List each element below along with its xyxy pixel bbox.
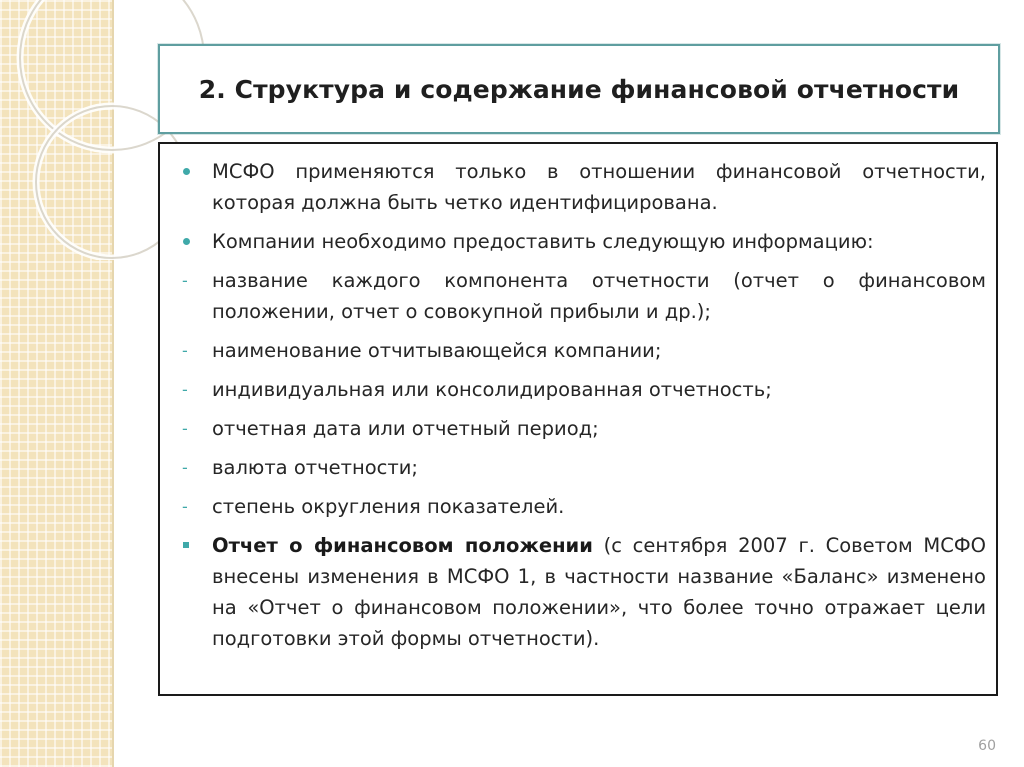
list-item-text: МСФО применяются только в отношении финансовой отчетности, которая должна быть четко идентифицирована. <box>212 160 986 214</box>
list-item <box>160 452 986 483</box>
list-item <box>160 413 986 444</box>
list-item-strong-text: Отчет о финансовом положении <box>212 534 593 557</box>
list-item-text: валюта отчетности; <box>212 456 418 479</box>
list-item-text: Компании необходимо предоставить следующую информацию: <box>212 230 874 253</box>
bullet-dash-icon <box>182 491 196 522</box>
list-item-text: отчетная дата или отчетный период; <box>212 417 599 440</box>
list-item <box>160 530 986 654</box>
bullet-dot-icon <box>182 226 196 257</box>
list-item <box>160 156 986 218</box>
list-item-text: наименование отчитывающейся компании; <box>212 339 662 362</box>
title-box <box>158 44 1000 134</box>
content-list <box>160 144 996 654</box>
page-number: 60 <box>978 738 996 754</box>
list-item-text: степень округления показателей. <box>212 495 565 518</box>
content-box <box>158 142 998 696</box>
list-item <box>160 265 986 327</box>
bullet-square-icon <box>182 530 196 561</box>
bullet-dash-icon <box>182 265 196 296</box>
list-item <box>160 374 986 405</box>
slide-title: 2. Структура и содержание финансовой отчетности <box>198 74 960 104</box>
list-item-text: название каждого компонента отчетности (отчет о финансовом положении, отчет о совокупной прибыли и др.); <box>212 269 986 323</box>
list-item-text: индивидуальная или консолидированная отчетность; <box>212 378 772 401</box>
bullet-dash-icon <box>182 413 196 444</box>
list-item-text: (с сентября 2007 г. Советом МСФО внесены изменения в МСФО 1, в частности название «Баланс» изменено на «Отчет о финансовом положении», что более точно отражает цели подготовки этой формы отчетности). <box>212 534 986 650</box>
bullet-dash-icon <box>182 374 196 405</box>
bullet-dot-icon <box>182 156 196 187</box>
bullet-dash-icon <box>182 335 196 366</box>
bullet-dash-icon <box>182 452 196 483</box>
list-item <box>160 491 986 522</box>
list-item <box>160 226 986 257</box>
list-item <box>160 335 986 366</box>
